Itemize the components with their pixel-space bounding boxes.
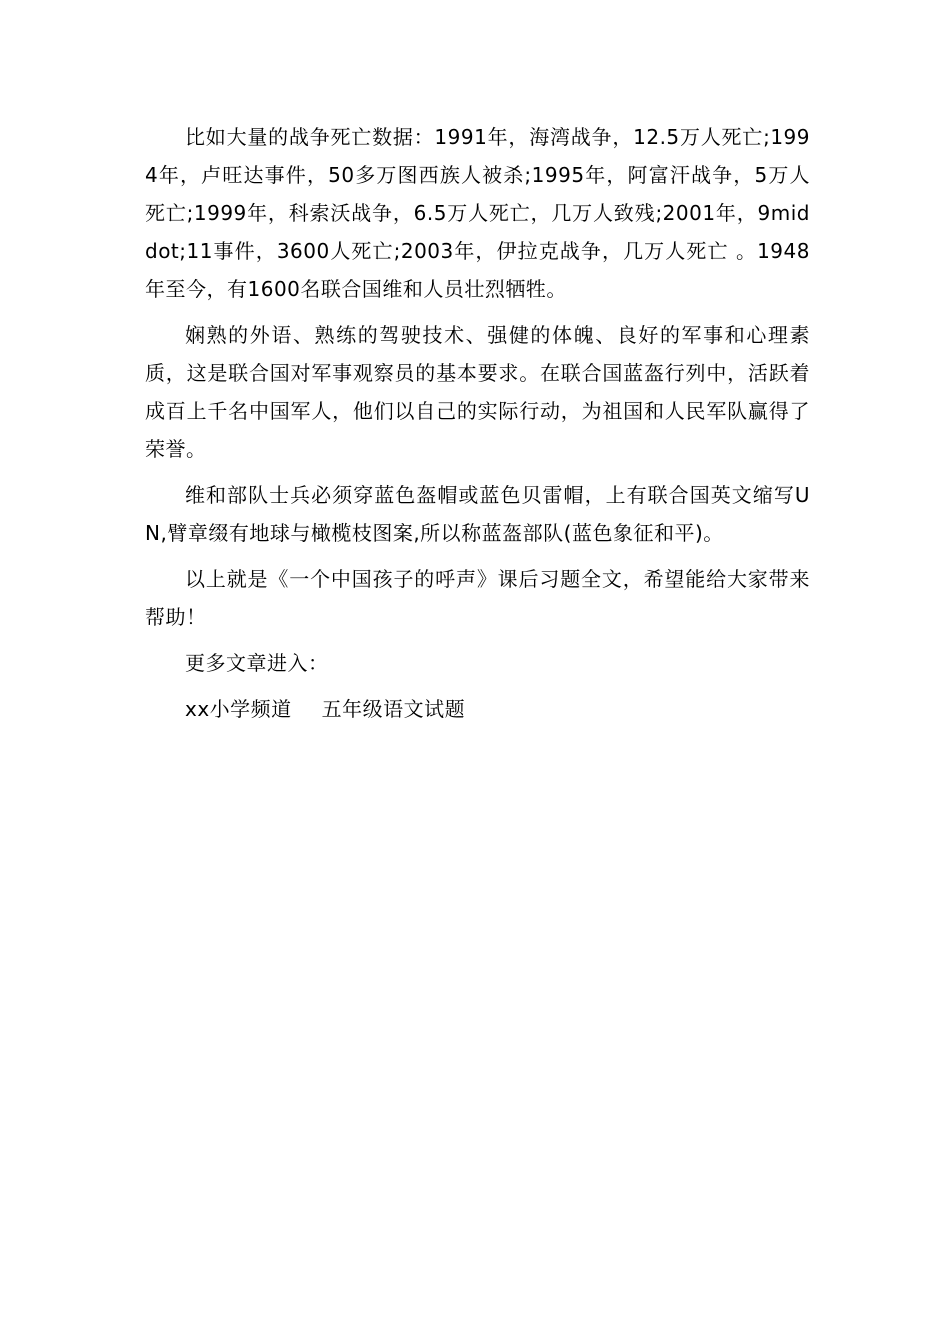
paragraph-war-statistics: 比如大量的战争死亡数据：1991年，海湾战争，12.5万人死亡;1994年，卢旺达事件，50多万图西族人被杀;1995年，阿富汗战争，5万人死亡;1999年，科索沃战争，6.5万人死亡，几万人致残;2001年，9middot;11事件，3600人死亡;2003年，伊拉克战争，几万人死亡 。1948年至今，有1600名联合国维和人员壮烈牺牲。 xyxy=(145,125,810,301)
paragraph-closing: 以上就是《一个中国孩子的呼声》课后习题全文，希望能给大家带来帮助！ xyxy=(145,567,810,629)
document-body xyxy=(145,118,810,728)
paragraph-more-articles: 更多文章进入： xyxy=(185,651,329,675)
paragraph-blue-helmets: 维和部队士兵必须穿蓝色盔帽或蓝色贝雷帽，上有联合国英文缩写UN,臂章缀有地球与橄榄枝图案,所以称蓝盔部队(蓝色象征和平)。 xyxy=(145,483,810,545)
related-links xyxy=(145,690,810,728)
link-primary-school-channel[interactable]: xx小学频道 xyxy=(185,697,292,721)
paragraph-observer-requirements: 娴熟的外语、熟练的驾驶技术、强健的体魄、良好的军事和心理素质，这是联合国对军事观察员的基本要求。在联合国蓝盔行列中，活跃着成百上千名中国军人，他们以自己的实际行动，为祖国和人民军队赢得了荣誉。 xyxy=(145,323,810,461)
link-grade5-chinese-tests[interactable]: 五年级语文试题 xyxy=(321,697,466,721)
